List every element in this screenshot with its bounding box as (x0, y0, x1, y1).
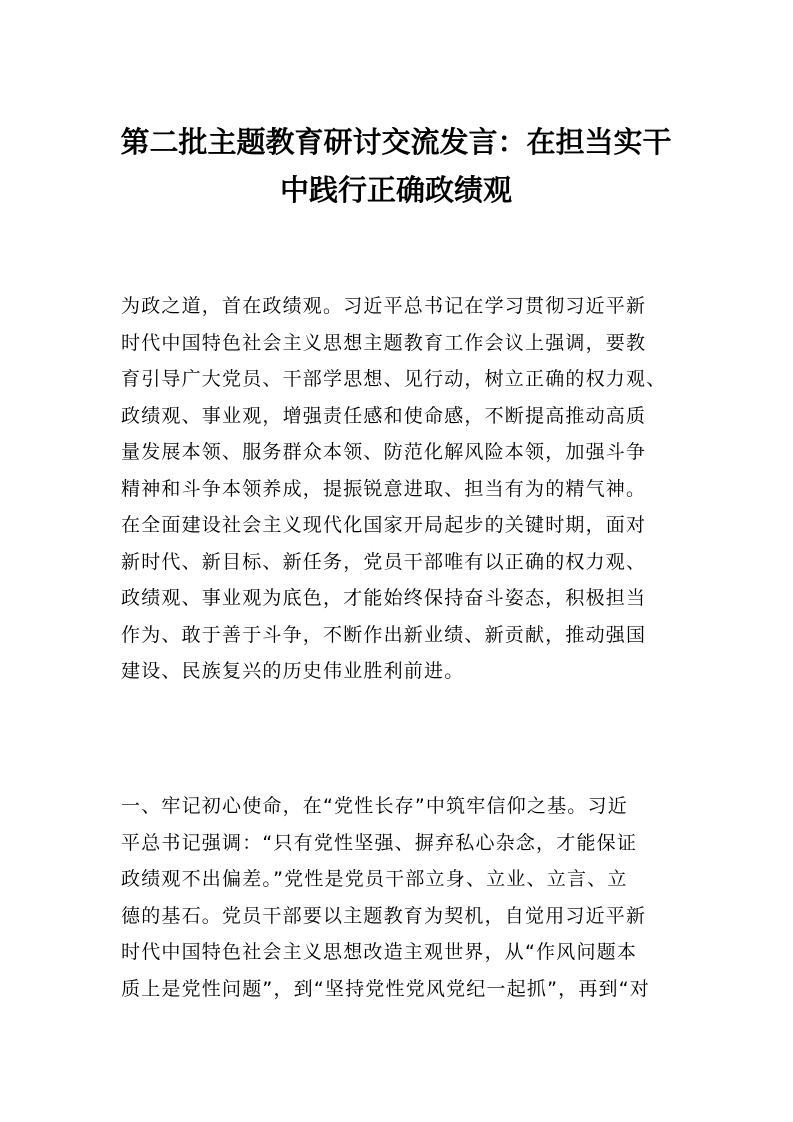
text-line: 精神和斗争本领养成，提振锐意进取、担当有为的精气神。 (121, 477, 647, 500)
text-line: 时代中国特色社会主义思想改造主观世界，从“作风问题本 (121, 941, 638, 963)
title-line: 中践行正确政绩观 (279, 173, 512, 207)
text-line: 为政之道，首在政绩观。习近平总书记在学习贯彻习近平新 (121, 295, 647, 317)
text-line: 育引导广大党员、干部学思想、见行动，树立正确的权力观、 (121, 368, 667, 390)
text-line: 政绩观、事业观，增强责任感和使命感，不断提高推动高质 (121, 404, 647, 427)
text-line: 德的基石。党员干部要以主题教育为契机，自觉用习近平新 (121, 904, 647, 927)
text-line: 政绩观、事业观为底色，才能始终保持奋斗姿态，积极担当 (121, 587, 647, 609)
document-title (110, 118, 682, 214)
text-line: 量发展本领、服务群众本领、防范化解风险本领，加强斗争 (121, 441, 647, 463)
text-line: 时代中国特色社会主义思想主题教育工作会议上强调，要教 (121, 331, 647, 354)
text-line: 在全面建设社会主义现代化国家开局起步的关键时期，面对 (121, 514, 647, 536)
text-line: 政绩观不出偏差。”党性是党员干部立身、立业、立言、立 (121, 868, 628, 890)
text-line: 作为、敢于善于斗争，不断作出新业绩、新贡献，推动强国 (121, 623, 647, 646)
paragraph-section-one (121, 788, 681, 1007)
text-line: 新时代、新目标、新任务，党员干部唯有以正确的权力观、 (121, 550, 647, 573)
title-line: 第二批主题教育研讨交流发言：在担当实干 (120, 125, 672, 159)
text-line: 质上是党性问题”，到“坚持党性党风党纪一起抓”，再到“对 (121, 977, 650, 1000)
text-line: 一、牢记初心使命，在“党性长存”中筑牢信仰之基。习近 (121, 795, 628, 817)
text-line: 建设、民族复兴的历史伟业胜利前进。 (121, 660, 465, 682)
text-line: 平总书记强调：“只有党性坚强、摒弃私心杂念，才能保证 (121, 831, 638, 854)
paragraph-intro (121, 288, 681, 690)
